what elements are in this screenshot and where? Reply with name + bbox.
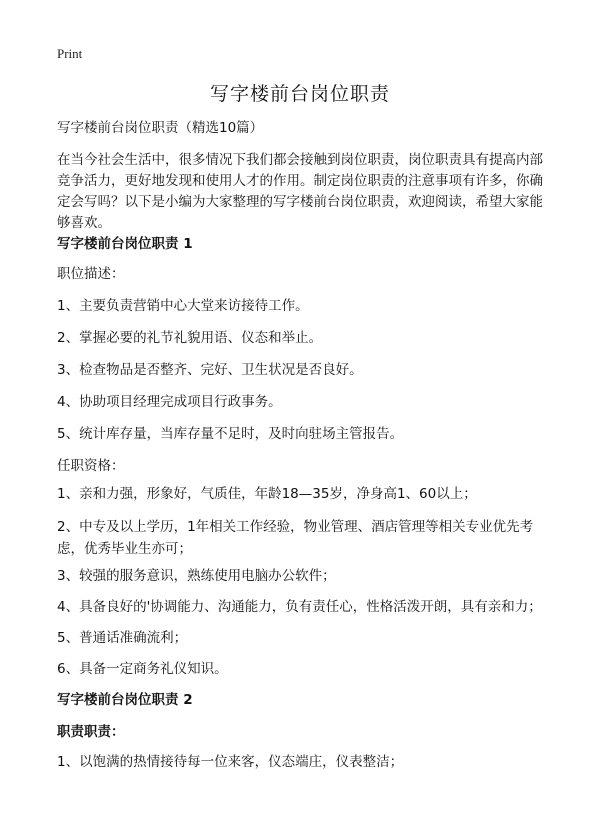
list-item: 2、中专及以上学历，1年相关工作经验，物业管理、酒店管理等相关专业优先考虑，优秀毕业生亦可； [57,519,534,557]
list-item: 3、检查物品是否整齐、完好、卫生状况是否良好。 [57,362,363,378]
requirements-label: 任职资格： [57,458,125,474]
article-subtitle: 写字楼前台岗位职责（精选10篇） [57,120,264,136]
list-item: 1、以饱满的热情接待每一位来客，仪态端庄，仪表整洁； [57,754,404,770]
list-item: 2、掌握必要的礼节礼貌用语、仪态和举止。 [57,330,323,346]
list-item: 4、协助项目经理完成项目行政事务。 [57,394,282,410]
print-link[interactable]: Print [57,46,83,61]
section-heading-1: 写字楼前台岗位职责 1 [57,236,193,252]
list-item: 5、统计库存量，当库存量不足时，及时向驻场主管报告。 [57,426,404,442]
list-item: 5、普通话准确流利； [57,630,188,646]
job-description-label: 职位描述： [57,266,125,282]
page-title: 写字楼前台岗位职责 [209,83,390,105]
list-item: 1、主要负责营销中心大堂来访接待工作。 [57,298,309,314]
list-item: 6、具备一定商务礼仪知识。 [57,661,228,677]
duties-label: 职责职责： [57,724,125,740]
section-heading-2: 写字楼前台岗位职责 2 [57,692,193,708]
list-item: 1、亲和力强，形象好，气质佳，年龄18—35岁，净身高1、60以上； [57,486,477,502]
list-item: 3、较强的服务意识，熟练使用电脑办公软件； [57,568,336,584]
intro-paragraph: 在当今社会生活中，很多情况下我们都会接触到岗位职责，岗位职责具有提高内部竞争活力，更好地发现和使用人才的作用。制定岗位职责的注意事项有许多，你确定会写吗？以下是小编为大家整理的写字楼前台岗位职责，欢迎阅读，希望大家能够喜欢。 [57,152,543,231]
list-item: 4、具备良好的'协调能力、沟通能力，负有责任心，性格活泼开朗，具有亲和力； [57,599,542,615]
